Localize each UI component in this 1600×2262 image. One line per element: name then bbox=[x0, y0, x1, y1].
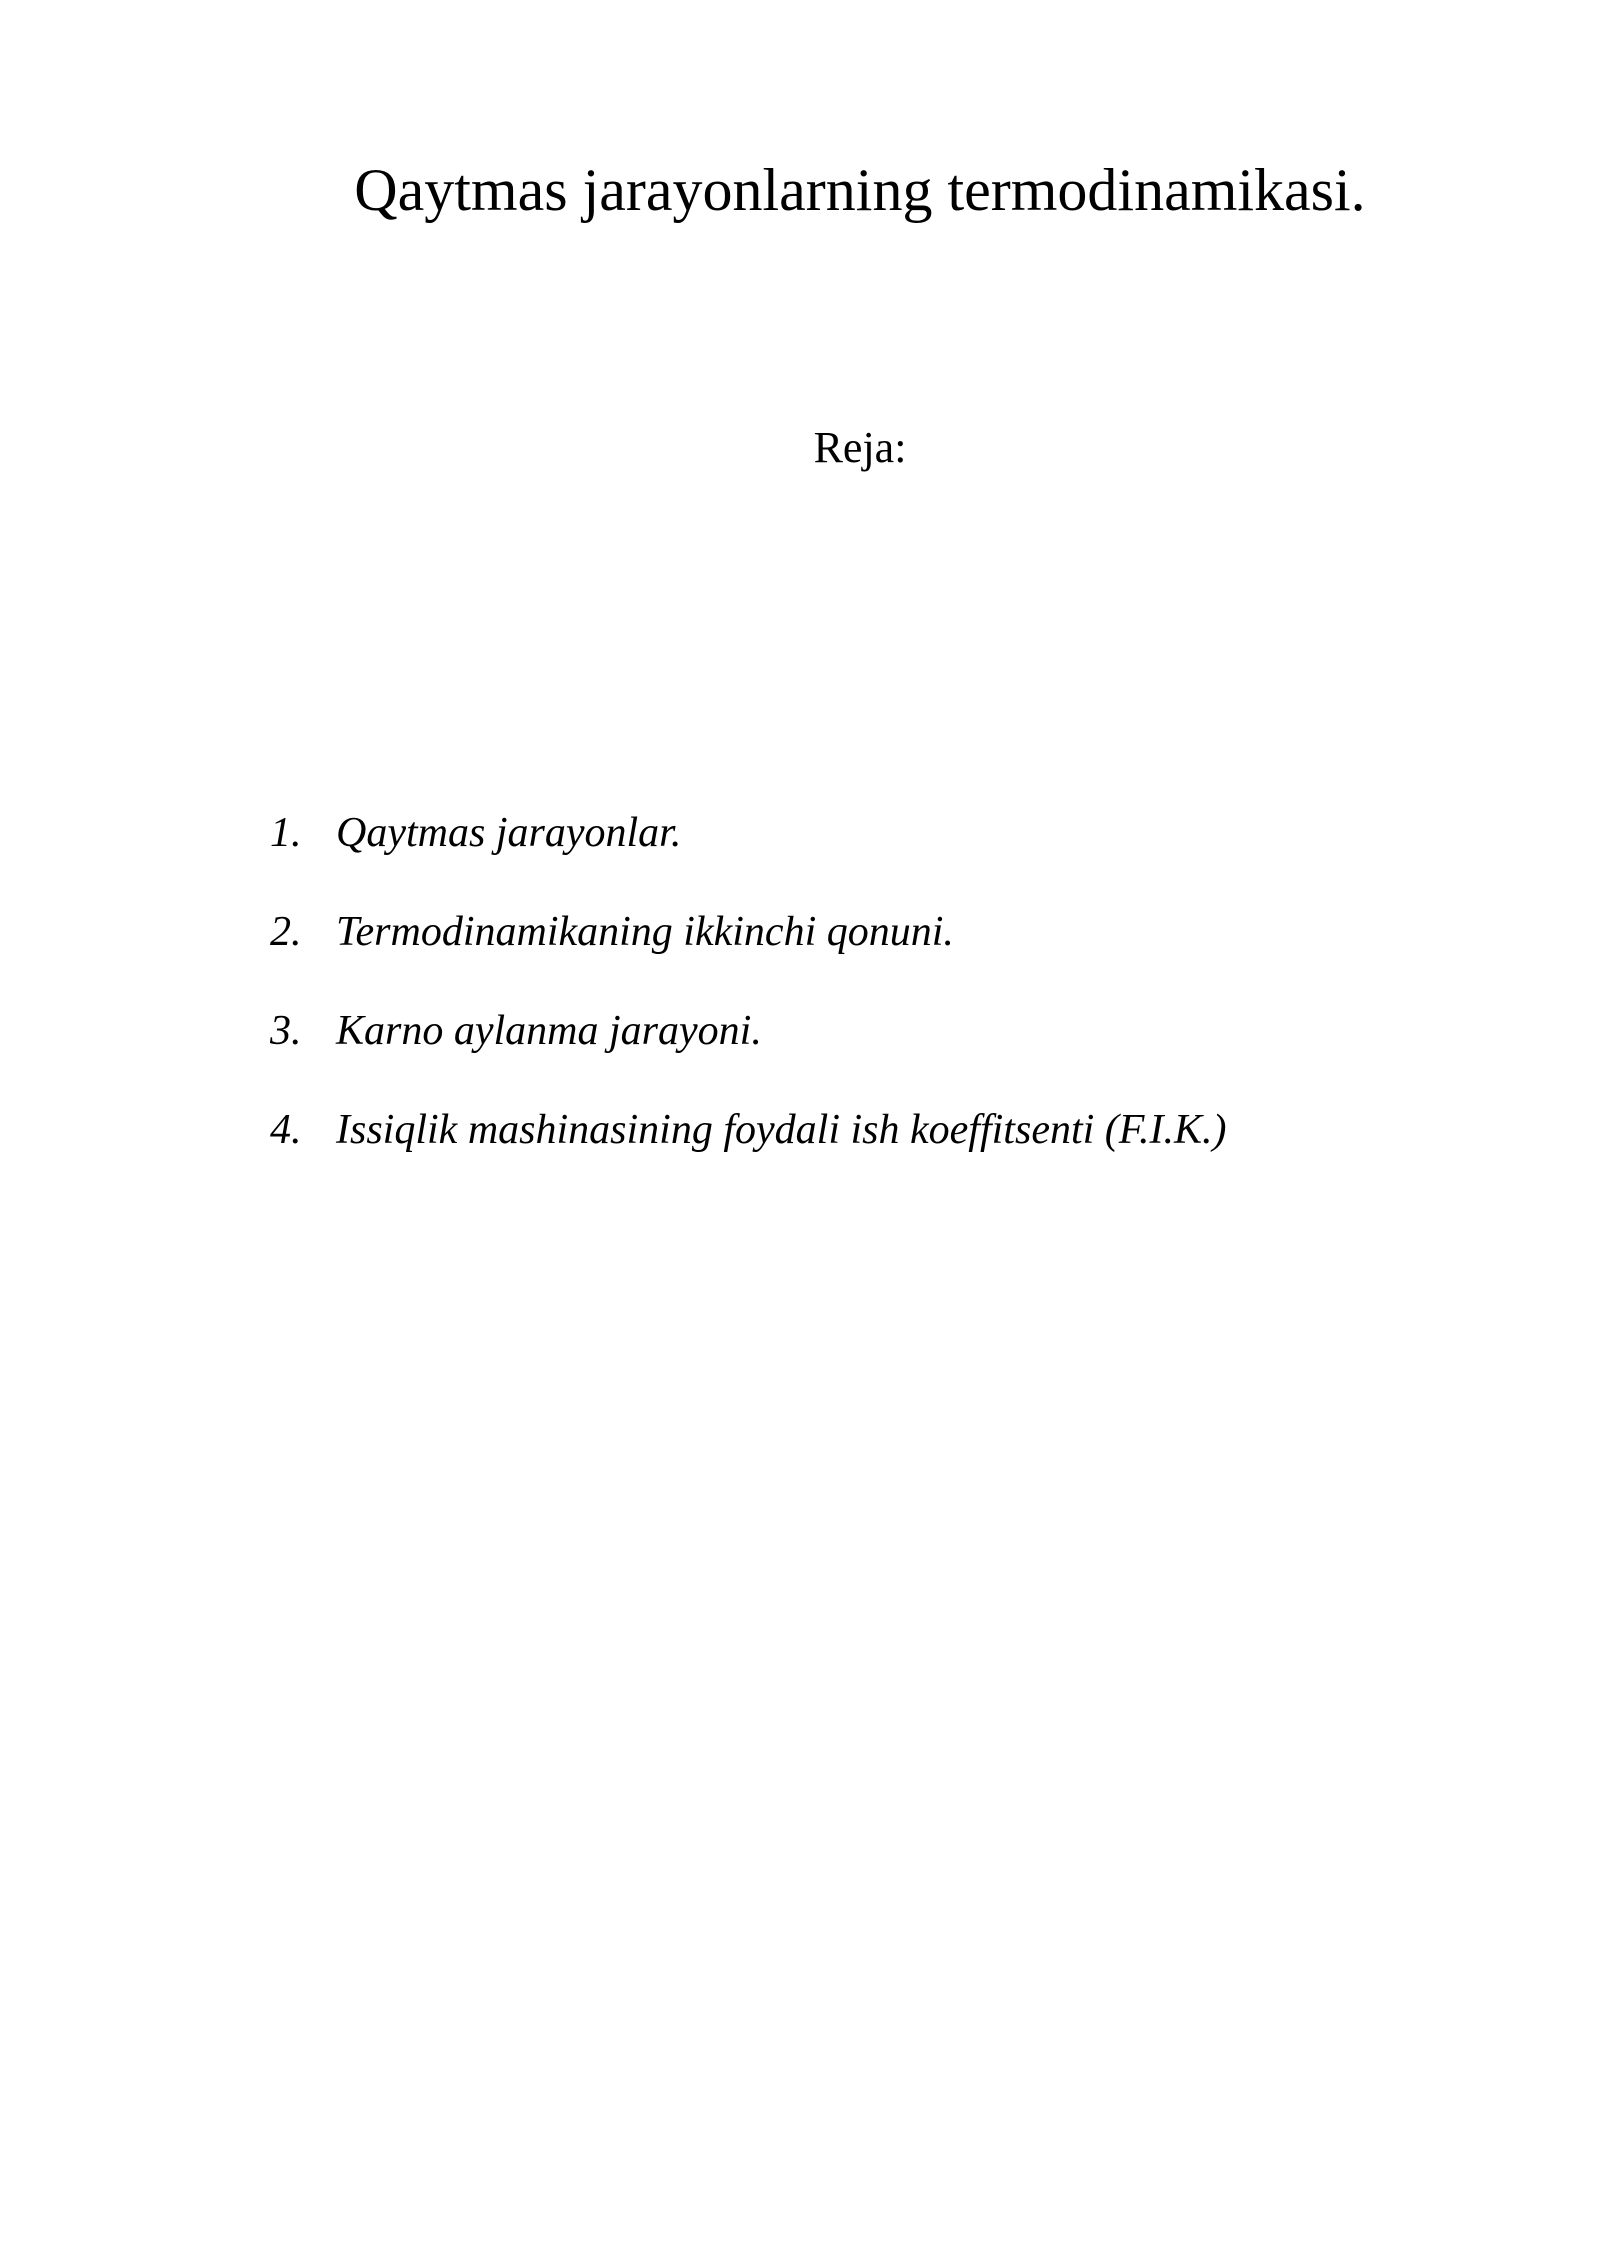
plan-list bbox=[270, 805, 1227, 1201]
plan-item-text: Qaytmas jarayonlar. bbox=[336, 810, 682, 856]
document-title: Qaytmas jarayonlarning termodinamikasi. bbox=[354, 157, 1366, 223]
plan-item bbox=[270, 1102, 1227, 1201]
plan-item-text: Termodinamikaning ikkinchi qonuni. bbox=[336, 909, 954, 955]
plan-item-text: Issiqlik mashinasining foydali ish koeffitsenti (F.I.K.) bbox=[336, 1107, 1227, 1153]
plan-item-number: 2. bbox=[270, 909, 302, 955]
plan-item-number: 1. bbox=[270, 810, 302, 856]
plan-heading: Reja: bbox=[813, 423, 907, 472]
plan-item-text: Karno aylanma jarayoni. bbox=[336, 1008, 762, 1054]
plan-item-number: 3. bbox=[270, 1008, 302, 1054]
plan-item-number: 4. bbox=[270, 1107, 302, 1153]
plan-item bbox=[270, 1003, 1227, 1102]
plan-item bbox=[270, 904, 1227, 1003]
plan-item bbox=[270, 805, 1227, 904]
